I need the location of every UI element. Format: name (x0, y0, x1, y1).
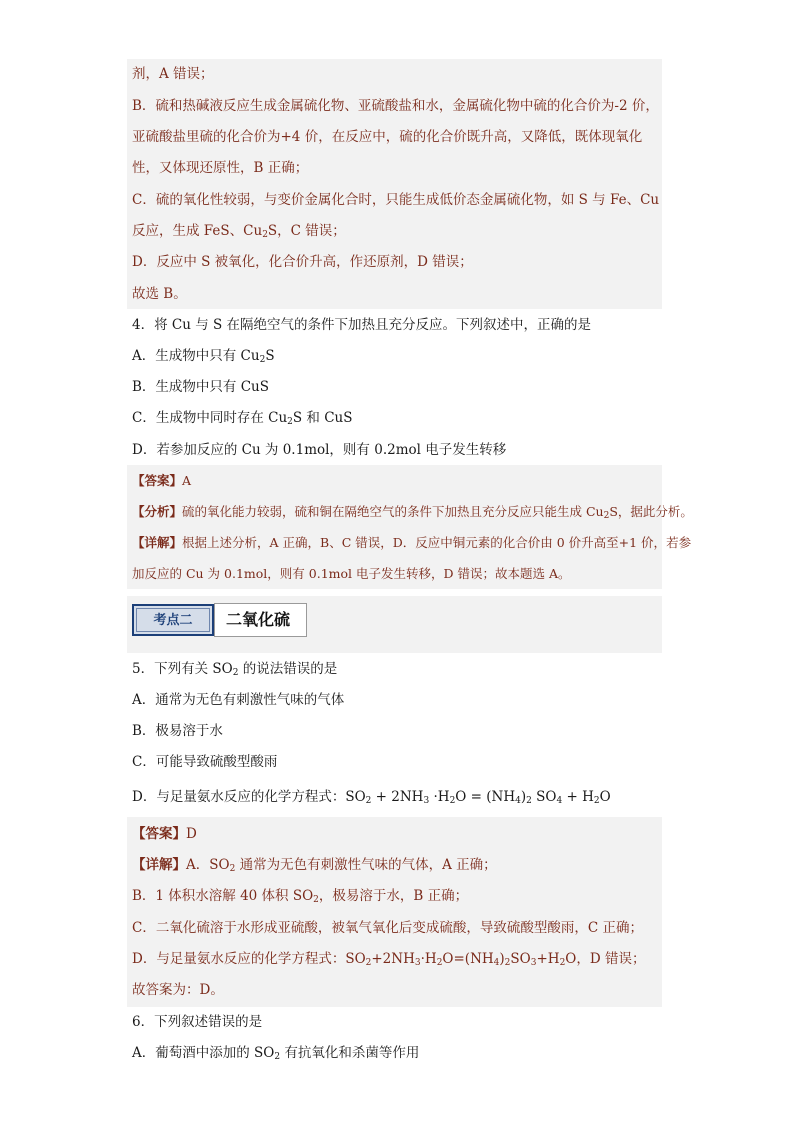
text-part: 根据上述分析，A 正确，B、C 错误，D．反应中铜元素的化合价由 0 价升高至+1 价，若参 (182, 535, 692, 550)
text-part: 有抗氧化和杀菌等作用 (280, 1045, 420, 1061)
text-part: 硫的氧化能力较弱，硫和铜在隔绝空气的条件下加热且充分反应只能生成 Cu (182, 504, 604, 519)
text-part: A．生成物中只有 Cu (132, 348, 260, 364)
subscript: 4 (493, 958, 500, 968)
subscript: 2 (436, 958, 443, 968)
text-part: S，C 错误； (267, 223, 346, 239)
text-part: O，D 错误； (565, 951, 646, 967)
detail-line (132, 949, 645, 973)
text-part: 通常为无色有刺激性气味的气体，A 正确； (235, 857, 497, 873)
question-stem (132, 659, 337, 683)
detail-line: C．二氧化硫溶于水形成亚硫酸，被氧气氧化后变成硫酸，导致硫酸型酸雨，C 正确； (132, 920, 643, 936)
text-part: 的说法错误的是 (238, 661, 338, 677)
detail-tag: 【详解】 (132, 535, 183, 550)
text-part: ) (499, 951, 505, 967)
analysis-tag: 【分析】 (132, 504, 183, 519)
formula-part: SO (345, 789, 366, 805)
subscript: 4 (556, 796, 563, 806)
subscript: 2 (526, 796, 532, 806)
option-d (132, 440, 506, 460)
formula-part: ) (520, 789, 527, 805)
text-part: ·H (420, 951, 437, 967)
text-part: A．SO (186, 857, 230, 873)
formula-part: ·H (429, 789, 450, 805)
subscript: 2 (593, 796, 600, 806)
subscript: 2 (262, 230, 268, 240)
detail-line (132, 533, 691, 553)
detail-line: 加反应的 Cu 为 0.1mol，则有 0.1mol 电子发生转移，D 错误；故本题选 A。 (132, 566, 571, 581)
subscript: 3 (423, 796, 430, 806)
text-part: D．与足量氨水反应的化学方程式：SO (132, 951, 366, 967)
detail-line (132, 855, 497, 879)
subscript: 2 (365, 958, 372, 968)
subscript: 3 (530, 958, 537, 968)
explanation-line: 亚硫酸盐里硫的化合价为+4 价，在反应中，硫的化合价既升高，又降低，既体现氧化 (132, 129, 643, 145)
formula-part: SO (531, 789, 557, 805)
text-part: B．生成物中只有 CuS (132, 379, 269, 395)
text-part: ，极易溶于水，B 正确； (318, 888, 469, 904)
formula-part: O = (NH (455, 789, 516, 805)
text-part: S (265, 348, 275, 364)
detail-line (132, 886, 468, 910)
answer-line (132, 471, 191, 491)
subscript: 2 (449, 796, 456, 806)
subscript: 2 (313, 895, 319, 905)
explanation-line (132, 221, 346, 245)
subscript: 3 (414, 958, 421, 968)
subscript: 2 (229, 864, 236, 874)
option-d (132, 787, 611, 811)
option-a: A．通常为无色有刺激性气味的气体 (132, 692, 345, 708)
text-part: B．1 体积水溶解 40 体积 SO (132, 888, 314, 904)
explanation-line: 性，又体现还原性，B 正确； (132, 160, 309, 176)
explanation-line: C．硫的氧化性较弱，与变价金属化合时，只能生成低价态金属硫化物，如 S 与 Fe、Cu (132, 192, 660, 208)
chemical-equation (345, 789, 610, 805)
explanation-line: D．反应中 S 被氧化，化合价升高，作还原剂，D 错误； (132, 254, 473, 270)
subscript: 2 (287, 417, 293, 427)
text-part: D．若参加反应的 Cu 为 0.1mol，则有 0.2mol 电子发生转移 (132, 442, 507, 458)
conclusion-line: 故答案为：D。 (132, 982, 224, 998)
explanation-line: 剂，A 错误； (132, 66, 214, 82)
text-part: +H (536, 951, 560, 967)
subscript: 2 (274, 1052, 281, 1062)
kaodian-tag (132, 604, 214, 636)
text-part: +2NH (371, 951, 415, 967)
option-b: B．极易溶于水 (132, 723, 223, 739)
formula-part: O (599, 789, 611, 805)
subscript: 2 (559, 958, 566, 968)
option-c: C．可能导致硫酸型酸雨 (132, 754, 278, 770)
answer-shade-q5 (127, 817, 662, 1007)
subscript: 2 (504, 958, 511, 968)
answer-value: A (182, 473, 192, 488)
text-part: D．与足量氨水反应的化学方程式： (132, 789, 346, 805)
detail-tag: 【详解】 (132, 857, 186, 873)
option-a (132, 1043, 419, 1067)
text-part: O=(NH (442, 951, 494, 967)
answer-tag: 【答案】 (132, 473, 183, 488)
answer-line (132, 824, 197, 844)
text-part: 5．下列有关 SO (132, 661, 233, 677)
explanation-line: B．硫和热碱液反应生成金属硫化物、亚硫酸盐和水，金属硫化物中硫的化合价为-2 价， (132, 98, 659, 114)
text-part: 反应，生成 FeS、Cu (132, 223, 263, 239)
explanation-line: 故选 B。 (132, 286, 187, 302)
subscript: 2 (603, 511, 610, 521)
subscript: 2 (365, 796, 372, 806)
formula-part: + 2NH (371, 789, 424, 805)
option-c (132, 408, 353, 432)
answer-tag: 【答案】 (132, 826, 186, 842)
subscript: 2 (259, 355, 266, 365)
text-part: SO (510, 951, 531, 967)
analysis-line (132, 502, 693, 526)
kaodian-title: 二氧化硫 (214, 603, 307, 637)
question-stem: 6．下列叙述错误的是 (132, 1014, 263, 1030)
answer-value: D (186, 826, 197, 842)
formula-part: + H (562, 789, 594, 805)
option-b (132, 377, 269, 397)
kaodian-tag-label: 考点二 (136, 608, 210, 632)
question-stem: 4．将 Cu 与 S 在隔绝空气的条件下加热且充分反应。下列叙述中，正确的是 (132, 317, 592, 333)
subscript: 2 (232, 668, 239, 678)
option-a (132, 346, 275, 370)
subscript: 4 (515, 796, 521, 806)
text-part: A．葡萄酒中添加的 SO (132, 1045, 275, 1061)
text-part: S，据此分析。 (609, 504, 693, 519)
text-part: C．生成物中同时存在 Cu (132, 410, 288, 426)
text-part: S 和 CuS (292, 410, 353, 426)
